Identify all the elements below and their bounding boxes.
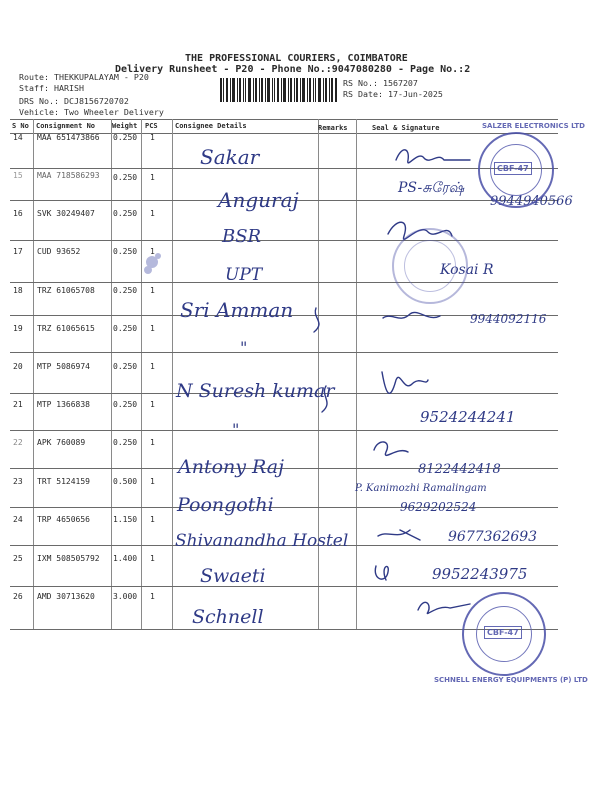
handwritten-phone: 8122442418: [418, 462, 501, 477]
row-consignment: MAA 651473866: [37, 133, 100, 142]
row-weight: 0.250: [113, 438, 138, 447]
row-weight: 0.250: [113, 400, 138, 409]
vehicle-text: Vehicle: Two Wheeler Delivery: [19, 107, 164, 117]
stamp-code: CBF-47: [484, 626, 522, 639]
signature-scribble: [418, 602, 470, 613]
header-weight: Weight: [112, 122, 138, 130]
row-sno: 26: [13, 592, 23, 601]
row-sno: 17: [13, 247, 23, 256]
signature-scribble: [382, 372, 428, 393]
row-weight: 0.500: [113, 477, 138, 486]
row-pcs: 1: [150, 209, 155, 218]
handwritten-consignee: N Suresh kumar: [176, 380, 335, 402]
stamp-company-name: SALZER ELECTRONICS LTD: [482, 122, 585, 130]
row-pcs: 1: [150, 400, 155, 409]
header-sno: S No: [12, 122, 29, 130]
row-pcs: 1: [150, 438, 155, 447]
row-sno: 23: [13, 477, 23, 486]
handwritten-consignee: Poongothi: [177, 494, 274, 516]
company-seal-stamp: [434, 592, 588, 684]
row-sno: 20: [13, 362, 23, 371]
row-consignment: MTP 1366838: [37, 400, 90, 409]
row-weight: 0.250: [113, 247, 138, 256]
row-consignment: TRZ 61065615: [37, 324, 95, 333]
underline-scribble: [322, 386, 327, 412]
signature-scribble: [383, 312, 440, 318]
ink-smudge: [155, 253, 161, 259]
handwritten-consignee: UPT: [225, 265, 263, 285]
row-consignment: TRT 5124159: [37, 477, 90, 486]
row-pcs: 1: [150, 173, 155, 182]
row-pcs: 1: [150, 286, 155, 295]
row-weight: 3.000: [113, 592, 138, 601]
handwritten-consignee: Sakar: [200, 145, 260, 169]
row-weight: 0.250: [113, 209, 138, 218]
row-weight: 0.250: [113, 324, 138, 333]
row-pcs: 1: [150, 247, 155, 256]
document-subtitle: Delivery Runsheet - P20 - Phone No.:9047080280 - Page No.:2: [115, 64, 471, 75]
staff-text: Staff: HARISH: [19, 83, 84, 93]
header-consignment: Consignment No: [36, 122, 96, 130]
stamp-inner-ring: [404, 240, 456, 292]
handwritten-phone: 9524244241: [420, 408, 516, 426]
handwritten-phone: 9944092116: [470, 312, 547, 326]
row-pcs: 1: [150, 133, 155, 142]
header-seal: Seal & Signature: [372, 124, 440, 132]
signature-scribble: [378, 530, 420, 540]
row-weight: 0.250: [113, 286, 138, 295]
row-pcs: 1: [150, 324, 155, 333]
rs-number: RS No.: 1567207: [343, 78, 418, 88]
handwritten-phone: 9677362693: [448, 529, 538, 545]
row-sno: 19: [13, 324, 23, 333]
drs-number: DRS No.: DCJ8156720702: [19, 96, 129, 106]
row-consignment: CUD 93652: [37, 247, 81, 256]
faded-seal-stamp: [392, 228, 468, 304]
handwritten-consignee: Anguraj: [218, 188, 299, 212]
signature-scribble: [375, 566, 388, 580]
handwritten-phone: 9629202524: [400, 500, 477, 514]
row-consignment: MAA 718586293: [37, 171, 100, 180]
row-sno: 15: [13, 171, 23, 180]
row-sno: 21: [13, 400, 23, 409]
row-weight: 0.250: [113, 362, 138, 371]
row-sno: 16: [13, 209, 23, 218]
row-consignment: IXM 508505792: [37, 554, 100, 563]
ink-smudge: [144, 266, 152, 274]
row-pcs: 1: [150, 515, 155, 524]
header-pcs: PCS: [145, 122, 158, 130]
stamp-company-name: SCHNELL ENERGY EQUIPMENTS (P) LTD: [434, 676, 588, 684]
header-consignee: Consignee Details: [175, 122, 247, 130]
handwritten-receiver: PS-சுரேஷ்: [398, 180, 465, 196]
handwritten-consignee: Antony Raj: [178, 456, 285, 478]
row-sno: 14: [13, 133, 23, 142]
row-sno: 22: [13, 438, 23, 447]
handwritten-consignee: BSR: [222, 226, 262, 247]
route-text: Route: THEKKUPALAYAM - P20: [19, 72, 149, 82]
underline-scribble: [314, 308, 319, 332]
header-remarks: Remarks: [318, 124, 348, 132]
rs-date: RS Date: 17-Jun-2025: [343, 89, 443, 99]
signature-scribble: [374, 442, 408, 455]
company-seal-stamp: [478, 122, 585, 208]
row-consignment: APK 760089: [37, 438, 86, 447]
handwritten-consignee: Schnell: [192, 606, 264, 628]
handwritten-phone: 9952243975: [432, 565, 528, 583]
row-pcs: 1: [150, 554, 155, 563]
row-sno: 18: [13, 286, 23, 295]
handwritten-receiver: P. Kanimozhi Ramalingam: [355, 483, 487, 494]
row-consignment: SVK 30249407: [37, 209, 95, 218]
row-weight: 1.150: [113, 515, 138, 524]
row-consignment: AMD 30713620: [37, 592, 95, 601]
row-weight: 1.400: [113, 554, 138, 563]
row-sno: 24: [13, 515, 23, 524]
row-consignment: MTP 5086974: [37, 362, 90, 371]
row-weight: 0.250: [113, 133, 138, 142]
document-title: THE PROFESSIONAL COURIERS, COIMBATORE: [185, 53, 408, 64]
signature-scribble: [396, 150, 470, 163]
handwritten-consignee: Sri Amman: [180, 298, 294, 322]
row-weight: 0.250: [113, 173, 138, 182]
handwritten-ditto: ": [240, 338, 248, 357]
handwritten-consignee: Swaeti: [200, 565, 266, 587]
row-sno: 25: [13, 554, 23, 563]
handwritten-receiver: Kosai R: [440, 262, 494, 278]
handwritten-consignee: Shivanandha Hostel: [175, 531, 349, 551]
handwritten-phone: 9944940566: [490, 194, 573, 209]
handwritten-ditto: ": [232, 420, 240, 439]
row-pcs: 1: [150, 592, 155, 601]
row-consignment: TRP 4650656: [37, 515, 90, 524]
row-pcs: 1: [150, 362, 155, 371]
row-consignment: TRZ 61065708: [37, 286, 95, 295]
stamp-code: CBF-47: [494, 162, 532, 175]
row-pcs: 1: [150, 477, 155, 486]
